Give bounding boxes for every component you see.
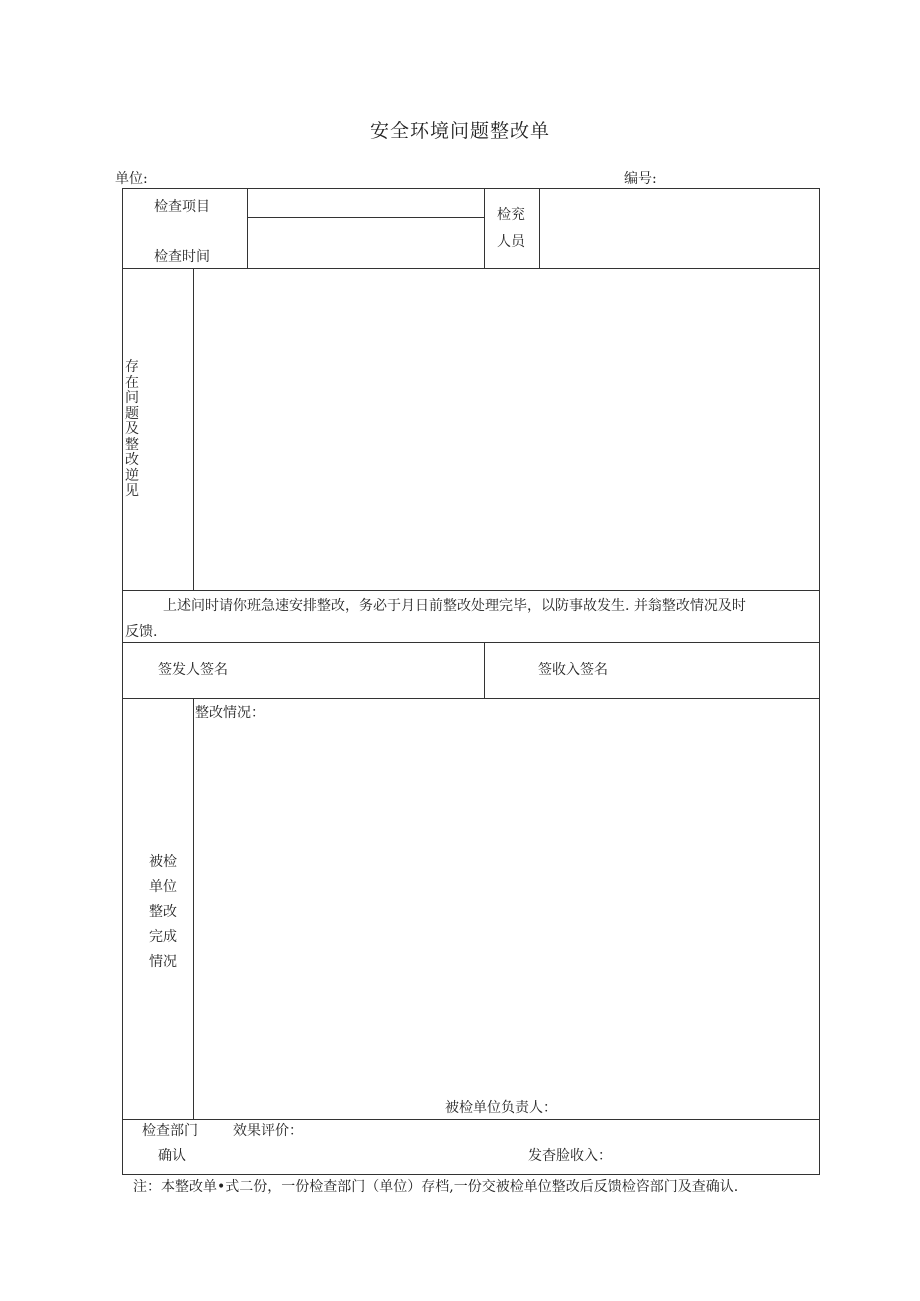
table-right-border <box>819 188 820 1175</box>
header-col-divider-2 <box>484 188 485 268</box>
table-left-border <box>122 188 123 1175</box>
completion-label-line4: 完成 <box>149 929 177 945</box>
issues-content-field[interactable] <box>198 274 814 584</box>
notice-line-2: 反馈. <box>125 624 158 640</box>
completion-bottom-line <box>122 1119 820 1120</box>
table-top-border <box>122 188 820 189</box>
issues-bottom-line <box>122 590 820 591</box>
check-time-field[interactable] <box>252 222 480 264</box>
header-col-divider-1 <box>247 188 248 268</box>
number-label: 编号: <box>624 171 657 187</box>
issues-label: 存在问题及整改逆见 <box>125 359 139 499</box>
page-title: 安全环境问题整改单 <box>369 120 550 142</box>
header-col-divider-3 <box>539 188 540 268</box>
issuer-signature-label: 签发人签名 <box>158 662 228 678</box>
completion-label-line3: 整改 <box>149 904 177 920</box>
signature-bottom-line <box>122 698 820 699</box>
check-time-label: 检查时间 <box>154 249 210 265</box>
evaluation-label: 效果评价： <box>233 1123 303 1139</box>
check-item-label: 检查项目 <box>154 199 210 215</box>
header-bottom-line <box>122 268 820 269</box>
acceptance-label: 发杳脸收入： <box>528 1148 612 1164</box>
unit-label: 单位: <box>115 171 148 187</box>
notice-line-1: 上述问时请你班急速安排整改，务必于月日前整改处理完毕，以防事故发生. 并翁整改情况及时 <box>163 598 746 614</box>
check-dept-label: 检查部门 <box>142 1123 198 1139</box>
issues-col-divider <box>193 268 194 590</box>
table-bottom-border <box>122 1174 820 1175</box>
completion-col-divider <box>193 698 194 1119</box>
completion-content-field[interactable] <box>198 726 814 1094</box>
completion-status-label: 整改情况： <box>195 705 265 721</box>
completion-label-line1: 被检 <box>149 854 177 870</box>
receiver-signature-label: 签收入签名 <box>538 662 608 678</box>
footnote: 注：本整改单•式二份，一份检查部门（单位）存档,一份交被检单位整改后反馈检咨部门及查确认. <box>133 1179 739 1195</box>
signature-col-divider <box>484 642 485 698</box>
check-item-field[interactable] <box>252 193 480 213</box>
responsible-person-label: 被检单位负责人： <box>445 1100 557 1116</box>
confirm-label: 确认 <box>158 1148 186 1164</box>
notice-text <box>125 593 817 645</box>
completion-label-line5: 情况 <box>149 954 177 970</box>
inspector-label-line1: 检兖 <box>497 207 525 223</box>
inspector-label-line2: 人员 <box>497 234 525 250</box>
inspector-field[interactable] <box>544 193 814 264</box>
completion-label <box>149 850 189 975</box>
header-row-divider <box>247 217 484 218</box>
completion-label-line2: 单位 <box>149 879 177 895</box>
